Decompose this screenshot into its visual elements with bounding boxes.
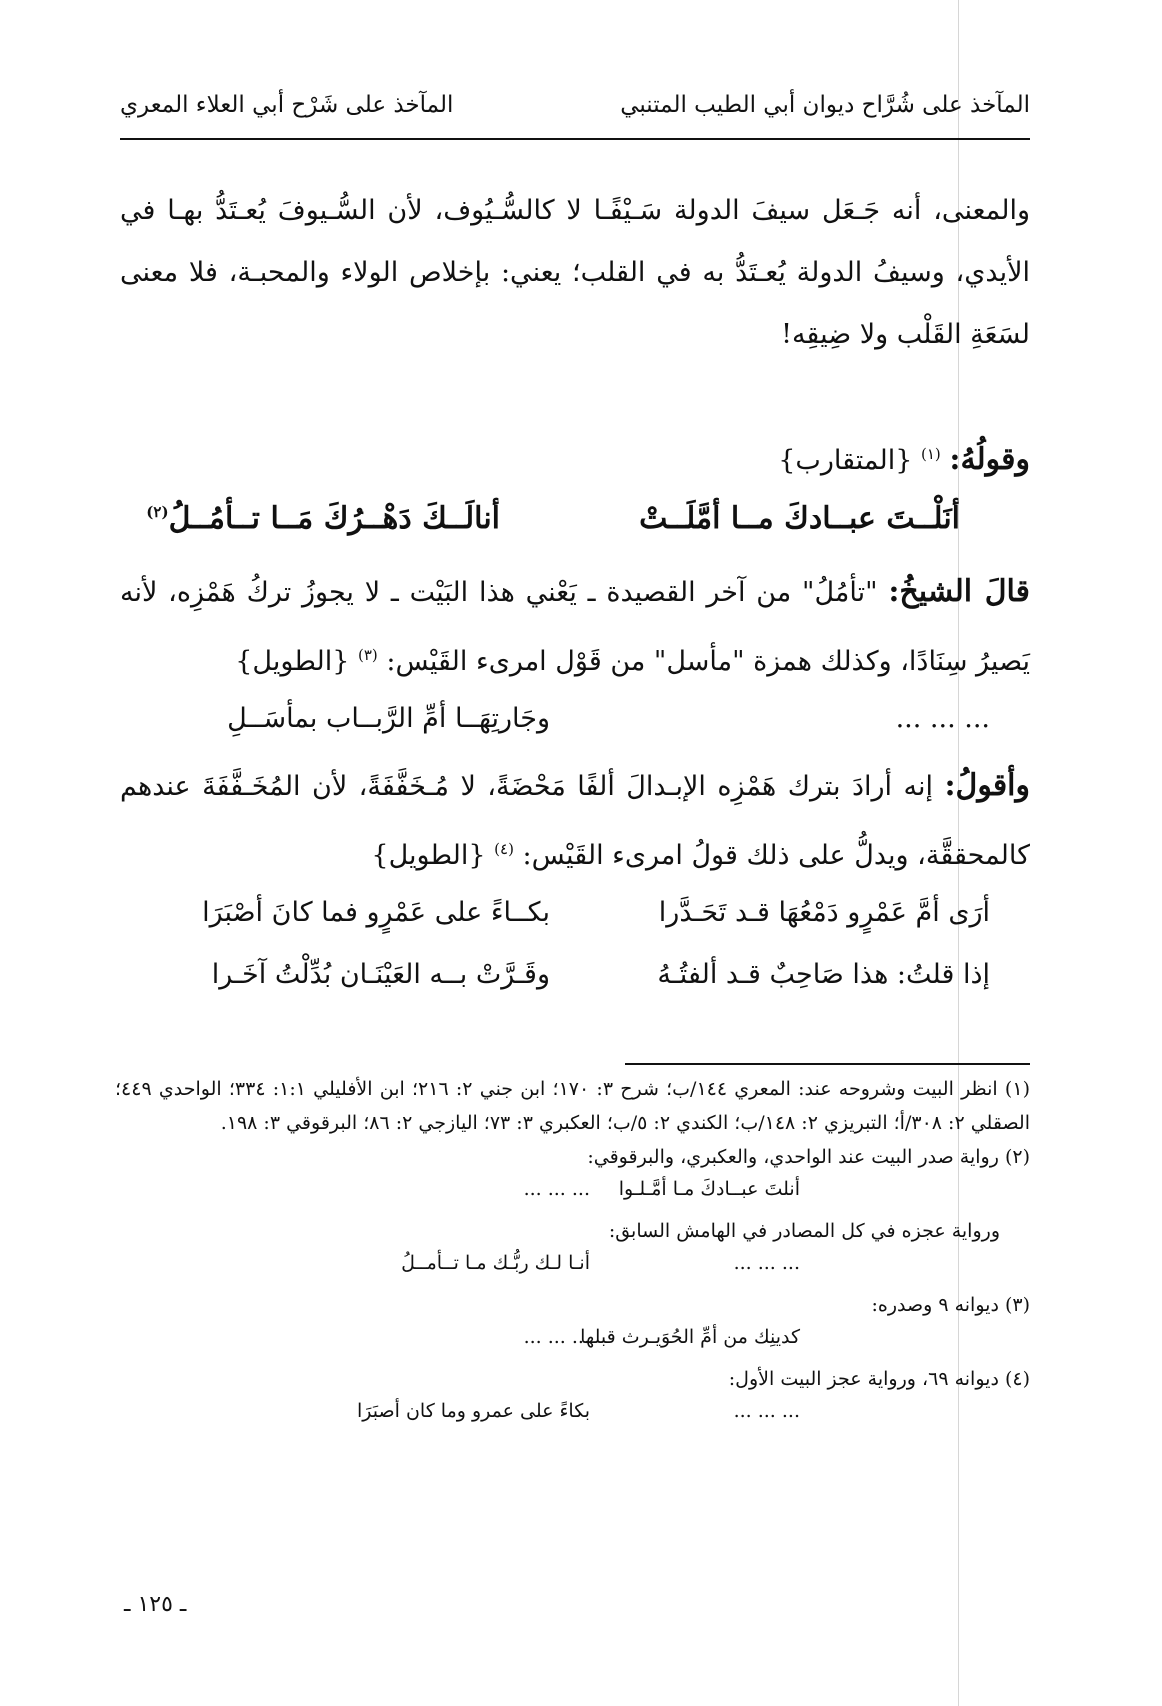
footnote-3: (٣) ديوانه ٩ وصدره: [871,1294,1030,1316]
author-lead: وأقولُ: [944,768,1030,803]
footnote-2: (٢) رواية صدر البيت عند الواحدي، والعكبري، والبرقوقي: [587,1146,1030,1168]
footnote-rule [625,1063,1030,1065]
footnote-4-verse [115,1396,1030,1436]
header-chapter-title: المآخذ على شَرْح أبي العلاء المعري [120,92,454,118]
verse-amr-2-sadr: إذا قلتُ: هذا صَاحِبٌ قـد ألفتُـهُ [657,959,990,990]
header-book-title: المآخذ على شُرَّاح ديوان أبي الطيب المتنبي [620,92,1030,118]
footnote-ref-3: (٣) [357,646,378,664]
footnote-ref-1: (١) [921,445,941,463]
paragraph-author [120,755,1030,887]
footnote-2b-verse-ajuz: أنـا لـك ربُّـك مـا تــأمــلُ [401,1252,590,1274]
running-header [120,92,1030,132]
verse-masal-sadr: ... ... ... [895,703,990,734]
footnote-4: (٤) ديوانه ٦٩، ورواية عجز البيت الأول: [728,1368,1030,1390]
page-number: ـ ١٢٥ ـ [124,1592,187,1617]
header-rule [120,138,1030,140]
footnote-3-verse-ajuz: ... ... ... [523,1326,590,1348]
main-text [120,180,1030,1011]
main-verse-sadr: أنَلْــتَ عبــادكَ مــا أمَّلَــتْ [639,501,960,536]
footnote-2-verse-sadr: أنلتَ عبــادكَ مـا أمَّـلـوا [618,1178,800,1200]
verse-masal [120,693,1030,755]
footnote-ref-2: (٢) [146,503,169,521]
author-meter: {الطويل} [371,840,486,871]
footnote-3-verse [115,1322,1030,1362]
footnote-2b-verse [115,1248,1030,1288]
verse-amr-1-ajuz: بكــاءً على عَمْرٍو فما كانَ أصْبَرَا [202,897,550,928]
section-gap [120,366,1030,424]
footnote-4-verse-sadr: ... ... ... [733,1400,800,1422]
footnote-1: (١) انظر البيت وشروحه عند: المعري ١٤٤/ب؛ شرح ٣: ١٧٠؛ ابن جني ٢: ٢١٦؛ ابن الأفليلي ١:١: ٣٣٤؛ الواحدي ٤٤٩؛ الصقلي ٢: ٣٠٨/أ؛ التبريزي ٢: ١٤٨/ب؛ الكندي ٢: ٥/ب؛ العكبري ٣: ٧٣؛ اليازجي ٢: ٨٦؛ البرقوقي ٣: ١٩٨. [115,1078,1030,1134]
verse-amr-1-sadr: أرَى أمَّ عَمْرٍو دَمْعُهَا قـد تَحَـدَّرا [658,897,990,928]
sheikh-lead: قالَ الشيخُ: [888,574,1031,609]
paragraph-meaning: والمعنى، أنه جَـعَل سيفَ الدولة سَـيْفًـا لا كالسُّـيُوف، لأن السُّـيوفَ يُعـتَدُّ بهـا في الأيدي، وسيفُ الدولة يُعـتَدُّ به في القلب؛ يعني: بإخلاص الولاء والمحبـة، فلا معنى لسَعَةِ القَلْب ولا ضِيقِه! [120,195,1030,350]
sheikh-meter: {الطويل} [235,646,350,677]
main-verse-ajuz-text: أنالَــكَ دَهْــرُكَ مَــا تــأمُــلُ [168,501,500,536]
verse-amr-1 [120,887,1030,949]
meter-name: {المتقارب} [778,445,913,476]
verse-heading [120,424,1030,491]
verse-heading-lead: وقولُهُ: [949,442,1030,477]
main-verse-ajuz [146,501,500,536]
footnote-2-verse-ajuz: ... ... ... [523,1178,590,1200]
footnote-2-verse [115,1174,1030,1214]
footnote-2b-verse-sadr: ... ... ... [733,1252,800,1274]
verse-masal-ajuz: وجَارتِهَــا أمِّ الرَّبــاب بمأسَــلِ [227,703,550,734]
footnotes [115,1072,1030,1436]
footnote-3-verse-sadr: كدينِك من أمِّ الحُوَيـرث قبلها [580,1326,800,1348]
paragraph-sheikh [120,561,1030,693]
footnote-2-continuation: ورواية عجزه في كل المصادر في الهامش السابق: [608,1220,1000,1242]
footnote-ref-4: (٤) [494,840,514,858]
sheikh-text: "تأمُلُ" من آخر القصيدة ـ يَعْني هذا البَيْت ـ لا يجوزُ تركُ هَمْزِه، لأنه يَصيرُ سِنَادًا، وكذلك همزة "مأسل" من قَوْل امرىء القَيْس: [120,577,1030,677]
verse-amr-2-ajuz: وقَـرَّتْ بــه العَيْنَـان بُدِّلْتُ آخَـرا [211,959,550,990]
author-text: إنه أرادَ بترك هَمْزِه الإبـدالَ ألفًا مَحْضَةً، لا مُـخَفَّفَةً، لأن المُخَـفَّفَةَ عندهم كالمحققَّة، ويدلُّ على ذلك قولُ امرىء القَيْس: [120,771,1030,871]
footnote-4-verse-ajuz: بكاءً على عمرو وما كان أصبَرَا [357,1400,590,1422]
verse-amr-2 [120,949,1030,1011]
main-verse [120,491,1030,561]
